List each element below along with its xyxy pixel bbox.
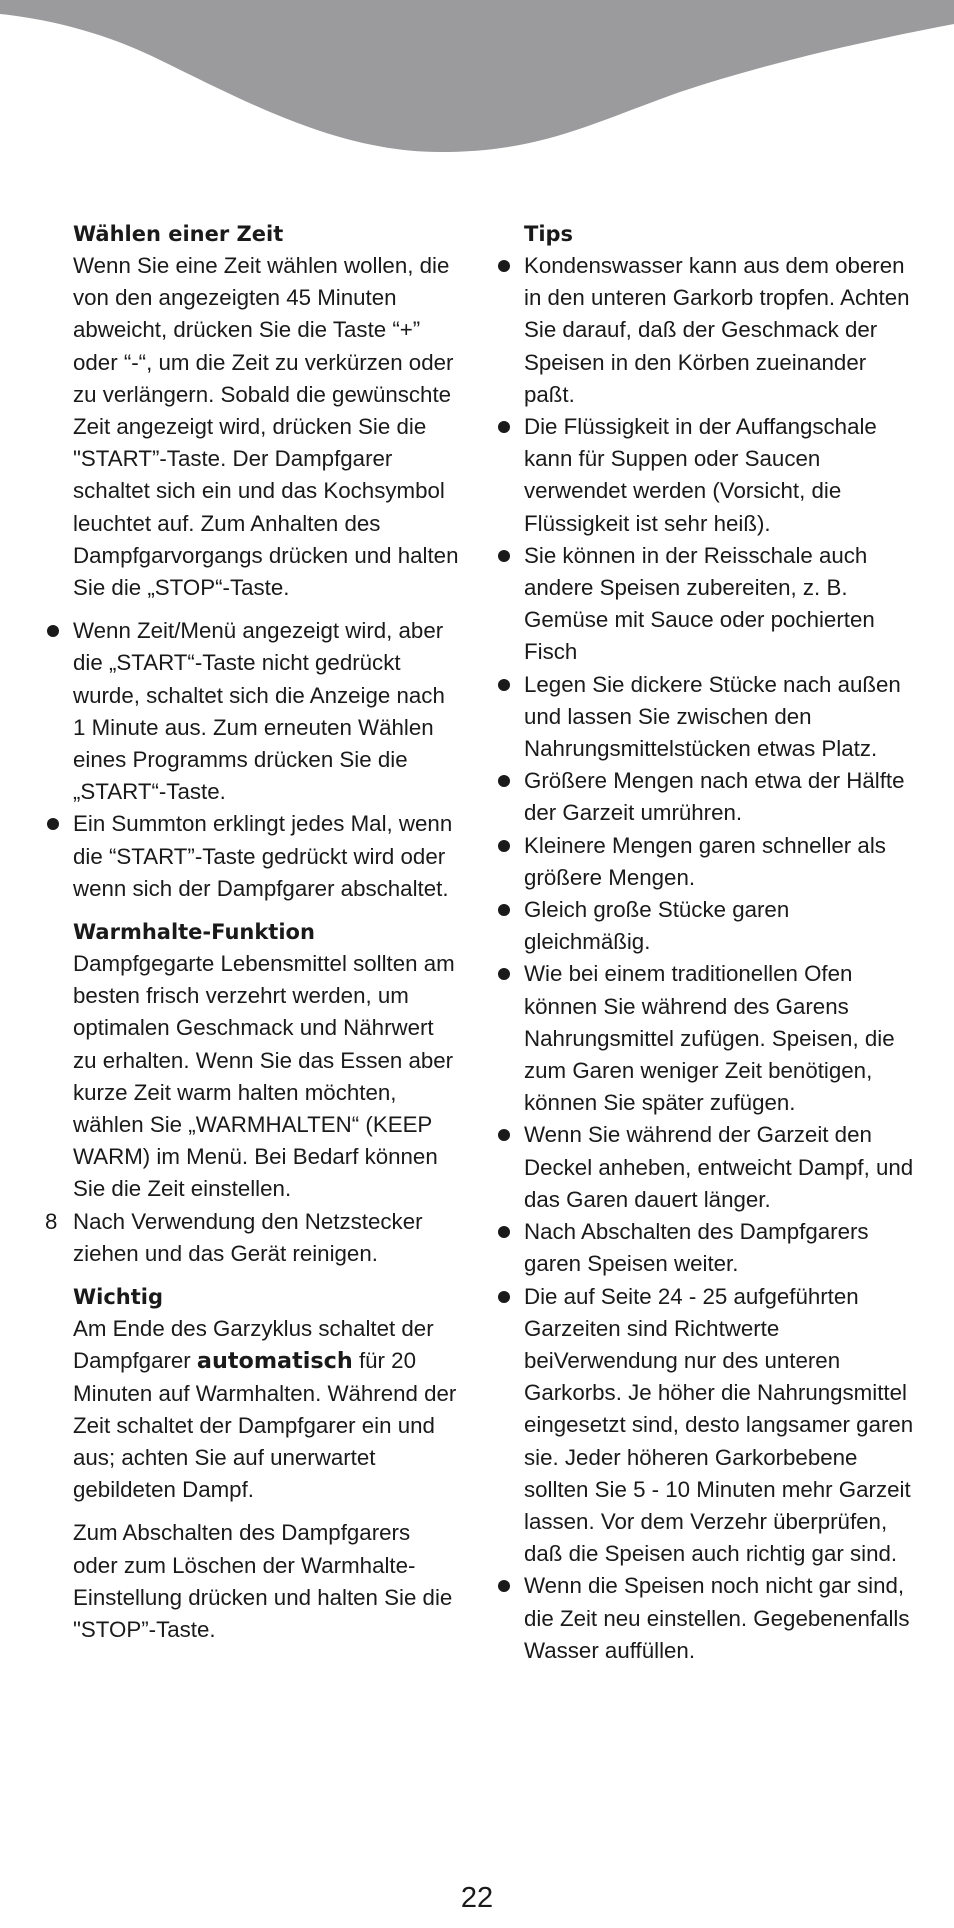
select-time-heading: Wählen einer Zeit <box>73 222 284 246</box>
keep-warm-heading: Warmhalte-Funktion <box>73 920 315 945</box>
step-8 <box>45 1206 459 1270</box>
list-item: Kleinere Mengen garen schneller als größere Mengen. <box>524 830 916 894</box>
bullet-icon <box>498 679 510 691</box>
step-number: 8 <box>45 1208 58 1234</box>
important-bold-word: automatisch <box>196 1348 353 1375</box>
list-item: Kondenswasser kann aus dem oberen in den unteren Garkorb tropfen. Achten Sie darauf, daß der Geschmack der Speisen in den Körben zueinander paßt. <box>524 250 916 411</box>
bullet-icon <box>498 968 510 980</box>
select-time-text: Wenn Sie eine Zeit wählen wollen, die von den angezeigten 45 Minuten abweicht, drücken Sie die Taste “+” oder “-“, um die Zeit zu verkürzen oder zu verlängern. Sobald die gewünschte Zeit angezeigt wird, drücken Sie die "START”-Taste. Der Dampfgarer schaltet sich ein und das Kochsymbol leuchtet auf. Zum Anhalten des Dampfgarvorgangs drücken und halten Sie die „STOP“-Taste. <box>73 253 459 601</box>
bullet-icon <box>498 775 510 787</box>
keep-warm-text: Dampfgegarte Lebensmittel sollten am besten frisch verzehrt werden, um optimalen Geschmack und Nährwert zu erhalten. Wenn Sie das Essen aber kurze Zeit warm halten möchten, wählen Sie „WARMHALTEN“ (KEEP WARM) im Menü. Bei Bedarf können Sie die Zeit einstellen. <box>73 951 455 1202</box>
list-item: Gleich große Stücke garen gleichmäßig. <box>524 894 916 958</box>
left-column <box>45 218 459 1646</box>
bullet-icon <box>498 840 510 852</box>
list-item: Wenn Sie während der Garzeit den Deckel anheben, entweicht Dampf, und das Garen dauert länger. <box>524 1119 916 1216</box>
list-item: Sie können in der Reisschale auch andere Speisen zubereiten, z. B. Gemüse mit Sauce oder pochierten Fisch <box>524 540 916 669</box>
bullet-icon <box>498 260 510 272</box>
list-item: Die Flüssigkeit in der Auffangschale kann für Suppen oder Saucen verwendet werden (Vorsicht, die Flüssigkeit ist sehr heiß). <box>524 411 916 540</box>
list-item: Nach Abschalten des Dampfgarers garen Speisen weiter. <box>524 1216 916 1280</box>
bullet-icon <box>47 625 59 637</box>
header-wave-shape <box>0 0 954 152</box>
bullet-icon <box>498 421 510 433</box>
important-text: Am Ende des Garzyklus schaltet der Dampfgarer automatisch für 20 Minuten auf Warmhalten. Während der Zeit schaltet der Dampfgarer ein und aus; achten Sie auf unerwartet gebildeten Dampf. <box>73 1316 457 1503</box>
list-item: Größere Mengen nach etwa der Hälfte der Garzeit umrühren. <box>524 765 916 829</box>
list-item: Wenn die Speisen noch nicht gar sind, die Zeit neu einstellen. Gegebenenfalls Wasser auffüllen. <box>524 1570 916 1667</box>
bullet-icon <box>498 1129 510 1141</box>
list-item: Legen Sie dickere Stücke nach außen und lassen Sie zwischen den Nahrungsmittelstücken etwas Platz. <box>524 669 916 766</box>
list-item: Die auf Seite 24 - 25 aufgeführten Garzeiten sind Richtwerte beiVerwendung nur des unteren Garkorbs. Je höher die Nahrungsmittel eingesetzt sind, desto langsamer garen sie. Jeder höheren Garkorbebene sollten Sie 5 - 10 Minuten mehr Garzeit lassen. Vor dem Verzehr überprüfen, daß die Speisen auch richtig gar sind. <box>524 1281 916 1571</box>
list-item: Wie bei einem traditionellen Ofen können Sie während des Garens Nahrungsmittel zufügen. Speisen, die zum Garen weniger Zeit benötigen, können Sie später zufügen. <box>524 958 916 1119</box>
bullet-icon <box>47 818 59 830</box>
important-text-2: Zum Abschalten des Dampfgarers oder zum Löschen der Warmhalte-Einstellung drücken und halten Sie die "STOP”-Taste. <box>73 1520 453 1642</box>
header-wave-decoration <box>0 0 954 160</box>
bullet-icon <box>498 1291 510 1303</box>
step-8-text: Nach Verwendung den Netzstecker ziehen und das Gerät reinigen. <box>73 1208 423 1266</box>
tips-heading: Tips <box>524 222 574 246</box>
bullet-icon <box>498 1226 510 1238</box>
bullet-icon <box>498 550 510 562</box>
important-heading: Wichtig <box>73 1285 164 1310</box>
list-item: Ein Summton erklingt jedes Mal, wenn die “START”-Taste gedrückt wird oder wenn sich der Dampfgarer abschaltet. <box>73 808 459 905</box>
bullet-icon <box>498 1580 510 1592</box>
bullet-icon <box>498 904 510 916</box>
list-item: Wenn Zeit/Menü angezeigt wird, aber die „START“-Taste nicht gedrückt wurde, schaltet sich die Anzeige nach 1 Minute aus. Zum erneuten Wählen eines Programms drücken Sie die „START“-Taste. <box>73 615 459 808</box>
page-number: 22 <box>460 1882 494 1914</box>
right-column <box>524 218 916 1667</box>
